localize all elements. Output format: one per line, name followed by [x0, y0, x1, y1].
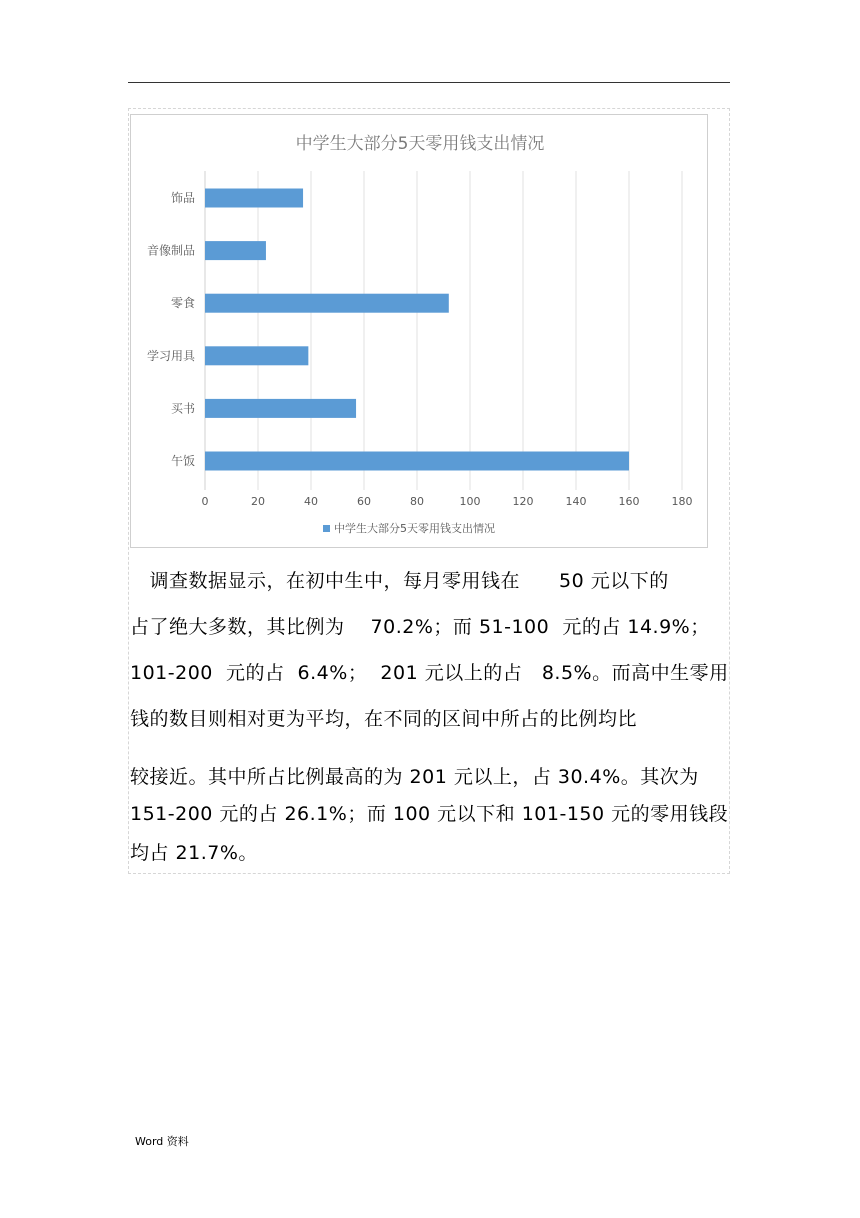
bar: [205, 346, 308, 365]
legend-label: 中学生大部分5天零用钱支出情况: [334, 522, 495, 535]
category-label: 饰品: [170, 191, 195, 205]
header-rule: [128, 82, 730, 83]
x-tick-label: 160: [618, 495, 640, 508]
bar: [205, 294, 449, 313]
footer-label: Word 资料: [135, 1135, 189, 1148]
paragraph-line: 钱的数目则相对更为平均，在不同的区间中所占的比例均比: [130, 708, 638, 730]
x-tick-label: 20: [251, 495, 265, 508]
category-label: 午饭: [170, 454, 195, 468]
x-tick-label: 40: [304, 495, 318, 508]
x-tick-label: 120: [512, 495, 534, 508]
x-tick-label: 80: [410, 495, 424, 508]
chart-container: [130, 114, 708, 548]
x-tick-label: 180: [671, 495, 693, 508]
paragraph-line: 较接近。其中所占比例最高的为 201 元以上，占 30.4%。其次为: [130, 766, 699, 788]
bar: [205, 452, 629, 471]
x-tick-label: 100: [459, 495, 481, 508]
paragraph-line: 占了绝大多数，其比例为 70.2%；而 51-100 元的占 14.9%；: [130, 616, 710, 638]
bar-chart: [131, 115, 709, 549]
paragraph-line: 151-200 元的占 26.1%；而 100 元以下和 101-150 元的零用钱段: [130, 803, 729, 825]
bar: [205, 189, 303, 208]
body-paragraph: [130, 566, 730, 876]
category-label: 买书: [170, 401, 195, 416]
bar: [205, 399, 356, 418]
legend-swatch: [323, 525, 330, 532]
paragraph-line: 均占 21.7%。: [130, 842, 258, 864]
paragraph-line: 101-200 元的占 6.4%； 201 元以上的占 8.5%。而高中生零用: [130, 662, 729, 684]
chart-title: 中学生大部分5天零用钱支出情况: [295, 134, 545, 154]
paragraph-line: 调查数据显示，在初中生中，每月零用钱在 50 元以下的: [130, 570, 669, 592]
x-tick-label: 140: [565, 495, 587, 508]
bar: [205, 241, 266, 260]
x-tick-label: 0: [201, 495, 209, 508]
category-label: 零食: [170, 296, 195, 311]
category-label: 音像制品: [146, 243, 195, 258]
x-tick-label: 60: [357, 495, 371, 508]
category-label: 学习用具: [146, 348, 195, 363]
